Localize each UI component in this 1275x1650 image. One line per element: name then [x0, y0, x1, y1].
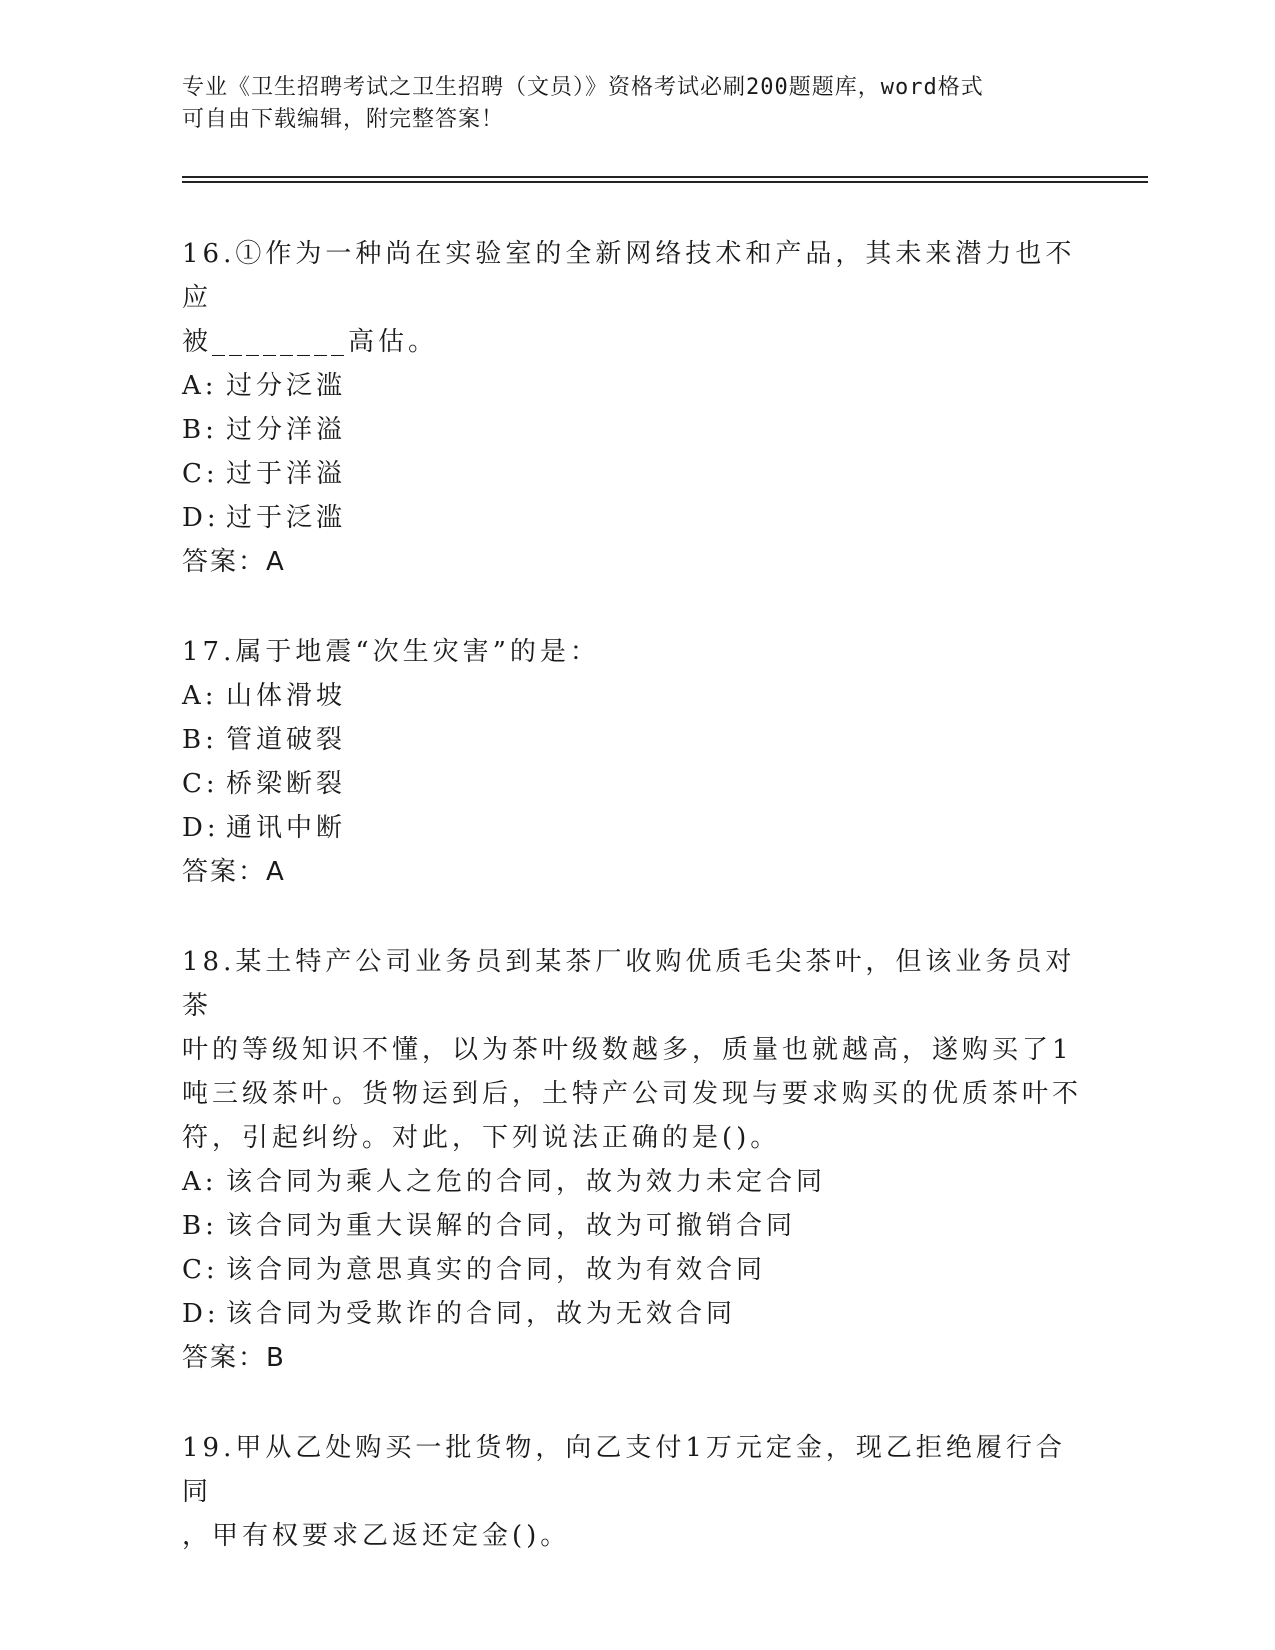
option-key: D:	[182, 813, 220, 843]
option-key: C:	[182, 1255, 219, 1285]
answer-line: 答案：A	[182, 547, 286, 577]
question-stem-line: ，甲有权要求乙返还定金()。	[182, 1521, 571, 1551]
question-stem-line: 吨三级茶叶。货物运到后，土特产公司发现与要求购买的优质茶叶不	[182, 1079, 1083, 1109]
header-divider-bottom	[182, 181, 1148, 183]
option-key: A:	[182, 681, 218, 711]
answer-line: 答案：A	[182, 857, 286, 887]
question-19	[182, 1426, 1082, 1558]
option-key: C:	[182, 769, 219, 799]
option-text: 通讯中断	[226, 813, 347, 843]
question-stem-line: 19.甲从乙处购买一批货物，向乙支付1万元定金，现乙拒绝履行合同	[182, 1433, 1066, 1507]
question-stem-line: 叶的等级知识不懂，以为茶叶级数越多，质量也就越高，遂购买了1	[182, 1035, 1073, 1065]
option-a	[182, 364, 1082, 408]
question-stem-line: 17.属于地震“次生灾害”的是：	[182, 637, 600, 667]
question-stem-line: 符，引起纠纷。对此，下列说法正确的是()。	[182, 1123, 781, 1153]
question-stem-line: 16.①作为一种尚在实验室的全新网络技术和产品，其未来潜力也不应	[182, 239, 1076, 313]
option-b	[182, 718, 1082, 762]
option-key: A:	[182, 1167, 218, 1197]
question-stem-line: 18.某土特产公司业务员到某茶厂收购优质毛尖茶叶，但该业务员对茶	[182, 947, 1076, 1021]
question-18	[182, 940, 1082, 1380]
option-text: 过于泛滥	[226, 503, 347, 533]
document-header	[182, 72, 1082, 136]
header-line-1: 专业《卫生招聘考试之卫生招聘（文员）》资格考试必刷200题题库，word格式	[182, 75, 984, 100]
option-text: 山体滑坡	[226, 681, 347, 711]
option-key: B:	[182, 415, 218, 445]
answer-line: 答案：B	[182, 1343, 286, 1373]
option-key: D:	[182, 503, 220, 533]
option-key: B:	[182, 1211, 218, 1241]
option-b	[182, 408, 1082, 452]
option-c	[182, 452, 1082, 496]
question-16	[182, 232, 1082, 584]
option-c	[182, 762, 1082, 806]
question-17	[182, 630, 1082, 894]
option-c	[182, 1248, 1082, 1292]
question-list	[182, 232, 1082, 1604]
option-text: 该合同为受欺诈的合同，故为无效合同	[226, 1299, 737, 1329]
option-key: A:	[182, 371, 218, 401]
question-stem-line: 被________高估。	[182, 327, 439, 357]
option-d	[182, 496, 1082, 540]
option-text: 过分泛滥	[226, 371, 347, 401]
header-line-2: 可自由下载编辑，附完整答案！	[182, 107, 505, 132]
option-d	[182, 1292, 1082, 1336]
option-b	[182, 1204, 1082, 1248]
option-key: D:	[182, 1299, 220, 1329]
option-d	[182, 806, 1082, 850]
option-text: 该合同为乘人之危的合同，故为效力未定合同	[226, 1167, 827, 1197]
option-text: 该合同为意思真实的合同，故为有效合同	[226, 1255, 767, 1285]
option-a	[182, 1160, 1082, 1204]
option-key: C:	[182, 459, 219, 489]
option-key: B:	[182, 725, 218, 755]
option-text: 过于洋溢	[226, 459, 347, 489]
option-text: 该合同为重大误解的合同，故为可撤销合同	[226, 1211, 797, 1241]
option-text: 管道破裂	[226, 725, 347, 755]
option-text: 过分洋溢	[226, 415, 347, 445]
option-a	[182, 674, 1082, 718]
option-text: 桥梁断裂	[226, 769, 347, 799]
header-divider-top	[182, 176, 1148, 178]
